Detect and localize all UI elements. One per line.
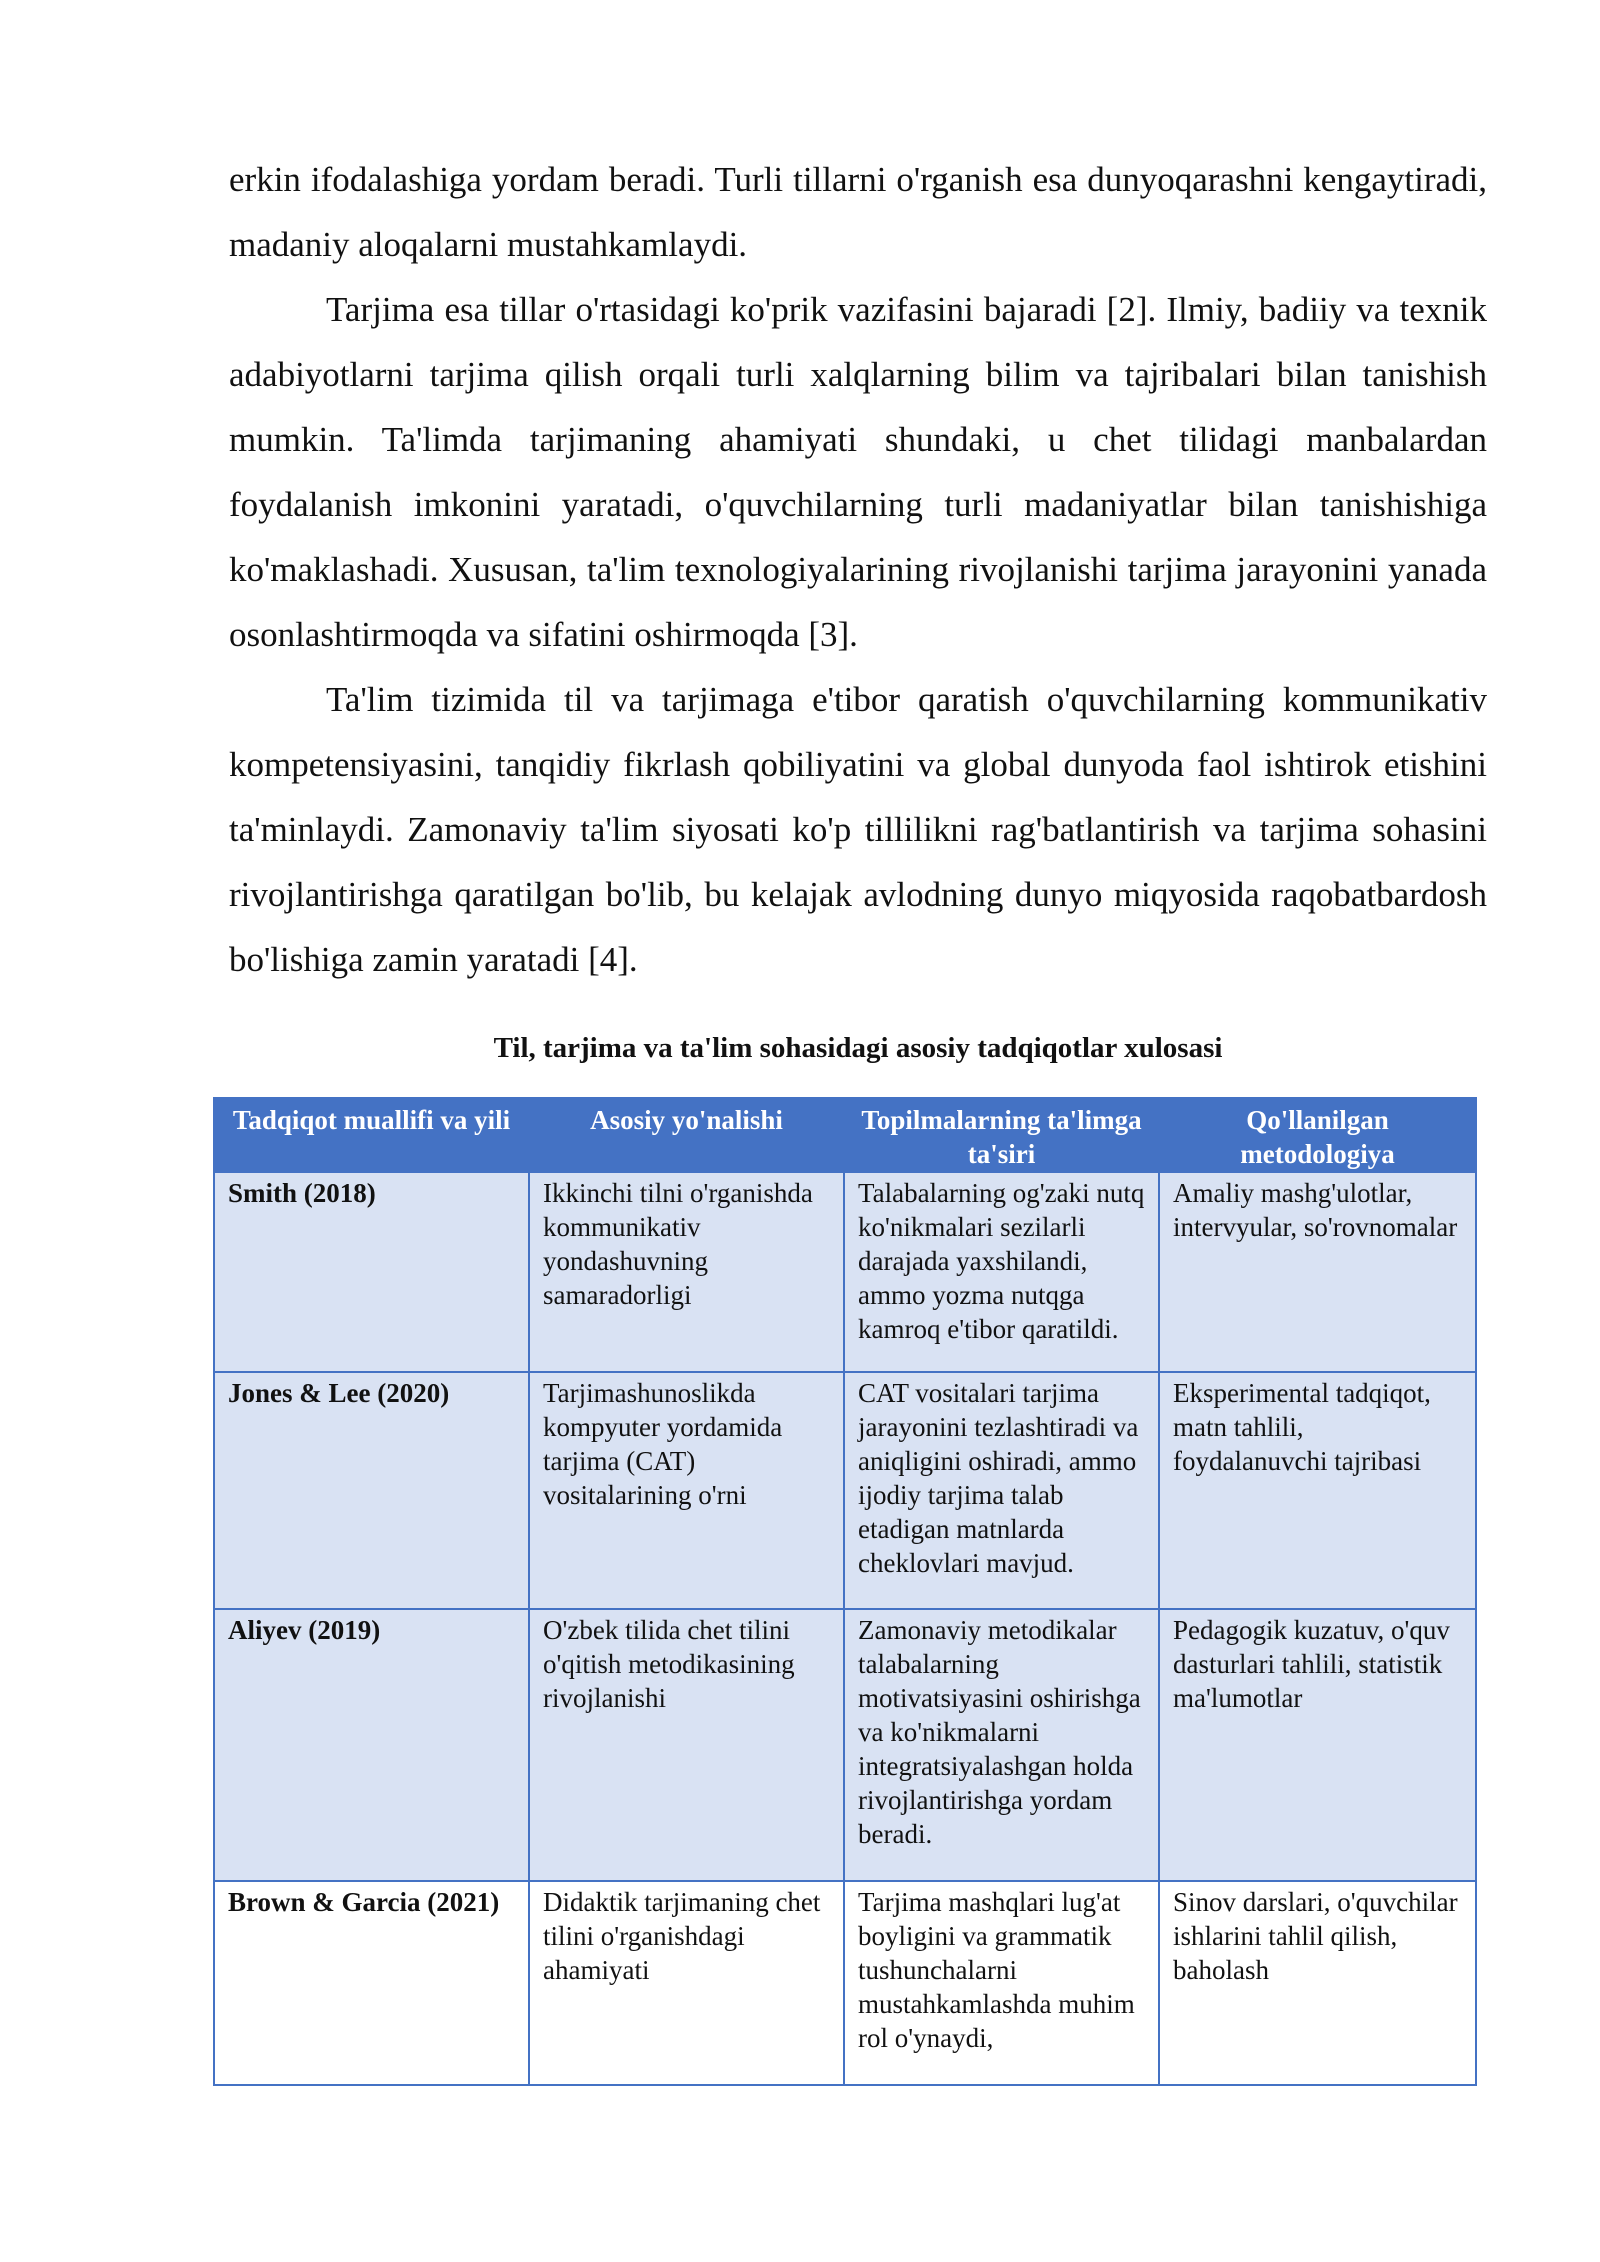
table-header-row xyxy=(214,1098,1476,1172)
column-header-main-direction: Asosiy yo'nalishi xyxy=(529,1098,844,1172)
body-text xyxy=(229,147,1487,992)
paragraph: Ta'lim tizimida til va tarjimaga e'tibor qaratish o'quvchilarning kommunikativ kompetensiyasini, tanqidiy fikrlash qobiliyatini va global dunyoda faol ishtirok etishini ta'minlaydi. Zamonaviy ta'lim siyosati ko'p tillilikni rag'batlantirish va tarjima sohasini rivojlantirishga qaratilgan bo'lib, bu kelajak avlodning dunyo miqyosida raqobatbardosh bo'lishiga zamin yaratadi [4]. xyxy=(229,680,1487,979)
cell-findings-impact: Talabalarning og'zaki nutq ko'nikmalari sezilarli darajada yaxshilandi, ammo yozma nutqga kamroq e'tibor qaratildi. xyxy=(844,1172,1159,1372)
paragraph: Tarjima esa tillar o'rtasidagi ko'prik vazifasini bajaradi [2]. Ilmiy, badiiy va texnik adabiyotlarni tarjima qilish orqali turli xalqlarning bilim va tajribalari bilan tanishish mumkin. Ta'limda tarjimaning ahamiyati shundaki, u chet tilidagi manbalardan foydalanish imkonini yaratadi, o'quvchilarning turli madaniyatlar bilan tanishishiga ko'maklashadi. Xususan, ta'lim texnologiyalarining rivojlanishi tarjima jarayonini yanada osonlashtirmoqda va sifatini oshirmoqda [3]. xyxy=(229,290,1487,654)
paragraph: erkin ifodalashiga yordam beradi. Turli tillarni o'rganish esa dunyoqarashni kengaytiradi, madaniy aloqalarni mustahkamlaydi. xyxy=(229,160,1487,264)
cell-main-direction: O'zbek tilida chet tilini o'qitish metodikasining rivojlanishi xyxy=(529,1609,844,1881)
cell-author-year: Brown & Garcia (2021) xyxy=(214,1881,529,2085)
table-row xyxy=(214,1172,1476,1372)
table-row xyxy=(214,1372,1476,1609)
cell-findings-impact: Zamonaviy metodikalar talabalarning motivatsiyasini oshirishga va ko'nikmalarni integratsiyalashgan holda rivojlantirishga yordam beradi. xyxy=(844,1609,1159,1881)
cell-methodology: Pedagogik kuzatuv, o'quv dasturlari tahlili, statistik ma'lumotlar xyxy=(1159,1609,1476,1881)
cell-methodology: Amaliy mashg'ulotlar, intervyular, so'rovnomalar xyxy=(1159,1172,1476,1372)
cell-methodology: Eksperimental tadqiqot, matn tahlili, foydalanuvchi tajribasi xyxy=(1159,1372,1476,1609)
cell-author-year: Jones & Lee (2020) xyxy=(214,1372,529,1609)
column-header-methodology: Qo'llanilgan metodologiya xyxy=(1159,1098,1476,1172)
table-row xyxy=(214,1609,1476,1881)
cell-main-direction: Tarjimashunoslikda kompyuter yordamida tarjima (CAT) vositalarining o'rni xyxy=(529,1372,844,1609)
column-header-findings-impact: Topilmalarning ta'limga ta'siri xyxy=(844,1098,1159,1172)
cell-main-direction: Ikkinchi tilni o'rganishda kommunikativ yondashuvning samaradorligi xyxy=(529,1172,844,1372)
research-summary-table xyxy=(213,1097,1477,2086)
table-row xyxy=(214,1881,1476,2085)
cell-main-direction: Didaktik tarjimaning chet tilini o'rganishdagi ahamiyati xyxy=(529,1881,844,2085)
table-title: Til, tarjima va ta'lim sohasidagi asosiy tadqiqotlar xulosasi xyxy=(493,1032,1223,1064)
cell-author-year: Smith (2018) xyxy=(214,1172,529,1372)
cell-author-year: Aliyev (2019) xyxy=(214,1609,529,1881)
cell-methodology: Sinov darslari, o'quvchilar ishlarini tahlil qilish, baholash xyxy=(1159,1881,1476,2085)
cell-findings-impact: Tarjima mashqlari lug'at boyligini va grammatik tushunchalarni mustahkamlashda muhim rol o'ynaydi, xyxy=(844,1881,1159,2085)
column-header-author-year: Tadqiqot muallifi va yili xyxy=(214,1098,529,1172)
cell-findings-impact: CAT vositalari tarjima jarayonini tezlashtiradi va aniqligini oshiradi, ammo ijodiy tarjima talab etadigan matnlarda cheklovlari mavjud. xyxy=(844,1372,1159,1609)
